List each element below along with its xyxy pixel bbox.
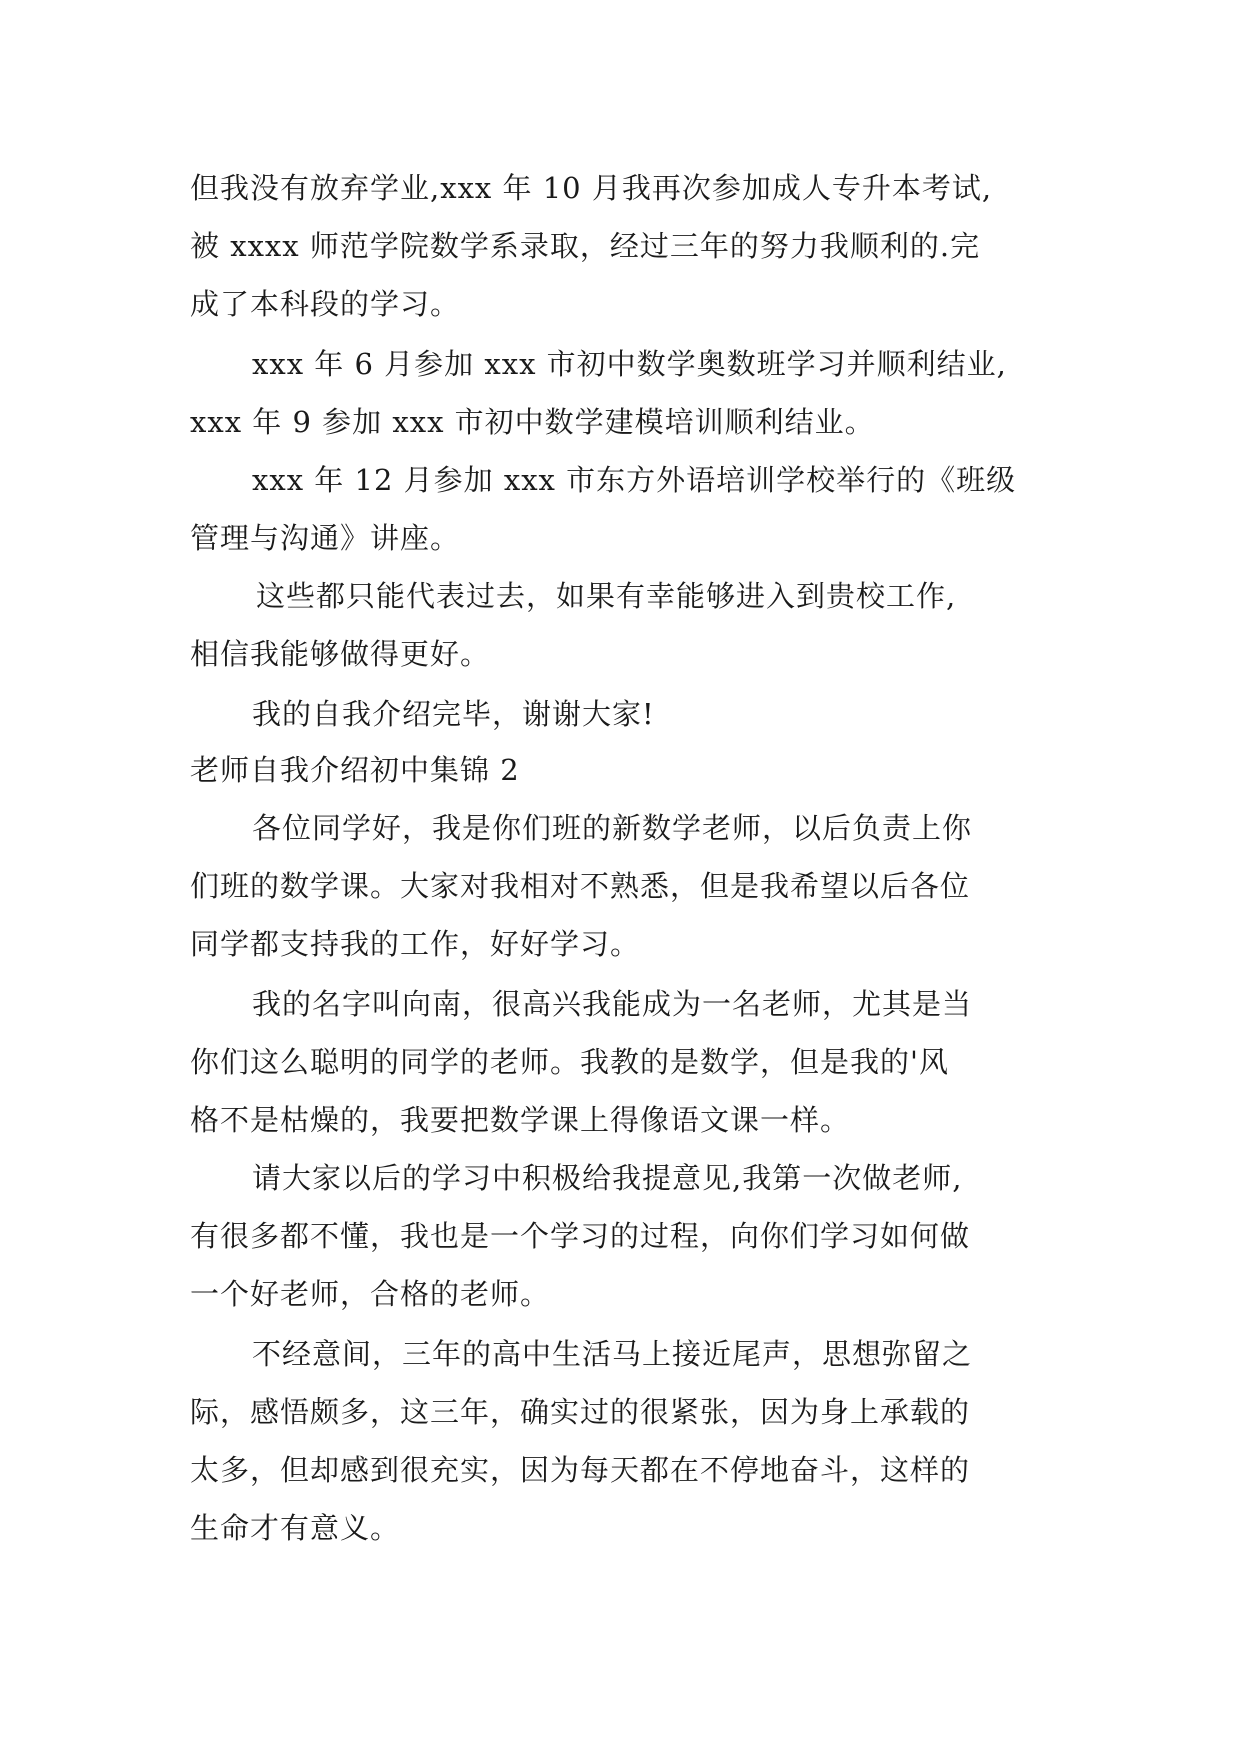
paragraph-2-line-1: xxx 年 6 月参加 xxx 市初中数学奥数班学习并顺利结业, [252, 347, 1007, 381]
paragraph-4-line-2: 相信我能够做得更好。 [190, 637, 491, 671]
paragraph-1-line-2: 被 xxxx 师范学院数学系录取，经过三年的努力我顺利的.完 [190, 229, 981, 263]
paragraph-9-line-2: 际，感悟颇多，这三年，确实过的很紧张，因为身上承载的 [190, 1395, 971, 1429]
paragraph-8-line-3: 一个好老师，合格的老师。 [190, 1277, 551, 1311]
paragraph-7-line-2: 你们这么聪明的同学的老师。我教的是数学，但是我的'风 [190, 1045, 949, 1079]
paragraph-1-line-3: 成了本科段的学习。 [190, 287, 461, 321]
paragraph-5-line-1: 我的自我介绍完毕，谢谢大家! [252, 697, 655, 731]
paragraph-7-line-3: 格不是枯燥的，我要把数学课上得像语文课一样。 [190, 1103, 851, 1137]
paragraph-6-line-1: 各位同学好，我是你们班的新数学老师，以后负责上你 [252, 811, 973, 845]
paragraph-4-line-1: 这些都只能代表过去，如果有幸能够进入到贵校工作, [256, 579, 957, 613]
paragraph-3-line-2: 管理与沟通》讲座。 [190, 521, 461, 555]
paragraph-9-line-3: 太多，但却感到很充实，因为每天都在不停地奋斗，这样的 [190, 1453, 971, 1487]
paragraph-6-line-2: 们班的数学课。大家对我相对不熟悉，但是我希望以后各位 [190, 869, 971, 903]
paragraph-8-line-2: 有很多都不懂，我也是一个学习的过程，向你们学习如何做 [190, 1219, 971, 1253]
paragraph-9-line-4: 生命才有意义。 [190, 1511, 401, 1545]
paragraph-8-line-1: 请大家以后的学习中积极给我提意见,我第一次做老师, [252, 1161, 963, 1195]
paragraph-2-line-2: xxx 年 9 参加 xxx 市初中数学建模培训顺利结业。 [190, 405, 875, 439]
paragraph-6-line-3: 同学都支持我的工作，好好学习。 [190, 927, 641, 961]
paragraph-7-line-1: 我的名字叫向南，很高兴我能成为一名老师，尤其是当 [252, 987, 973, 1021]
paragraph-1-line-1: 但我没有放弃学业,xxx 年 10 月我再次参加成人专升本考试, [190, 171, 993, 205]
section-heading: 老师自我介绍初中集锦 2 [190, 753, 520, 787]
paragraph-3-line-1: xxx 年 12 月参加 xxx 市东方外语培训学校举行的《班级 [252, 463, 1017, 497]
paragraph-9-line-1: 不经意间，三年的高中生活马上接近尾声，思想弥留之 [252, 1337, 973, 1371]
